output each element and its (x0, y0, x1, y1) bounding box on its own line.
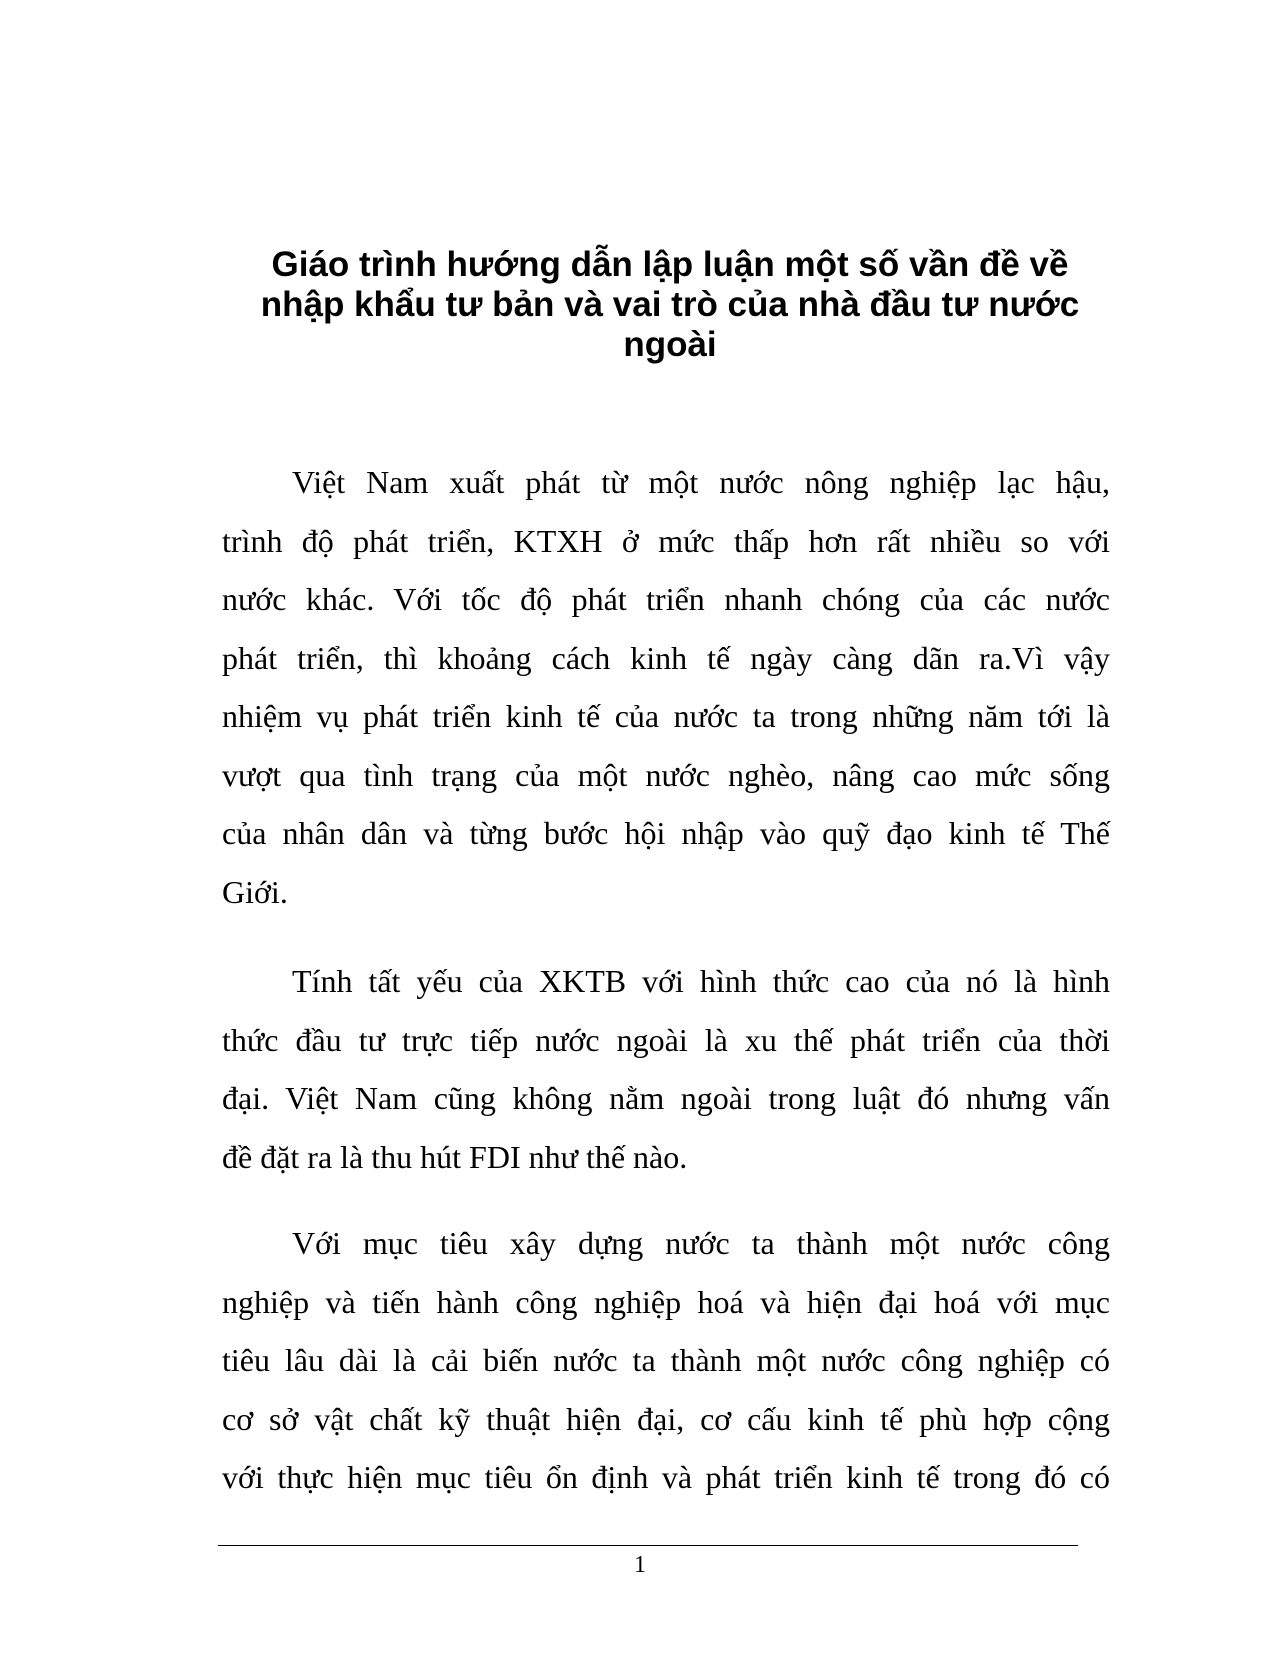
text-line: cơ sở vật chất kỹ thuật hiện đại, cơ cấu kinh tế phù hợp cộng (222, 1400, 1110, 1437)
paragraph-2 (222, 952, 1110, 1186)
text-line: Việt Nam xuất phát từ một nước nông nghiệp lạc hậu, (292, 464, 1110, 500)
text-line: trình độ phát triển, KTXH ở mức thấp hơn rất nhiều so với (222, 522, 1110, 559)
text-line: Tính tất yếu của XKTB với hình thức cao của nó là hình (292, 963, 1110, 999)
text-line: nghiệp và tiến hành công nghiệp hoá và hiện đại hoá với mục (222, 1283, 1110, 1320)
text-line: với thực hiện mục tiêu ổn định và phát triển kinh tế trong đó có (222, 1459, 1110, 1495)
title-line: Giáo trình hướng dẫn lập luận một số vần đề về (271, 245, 1069, 284)
title-line: ngoài (623, 325, 717, 364)
footer-divider (218, 1545, 1078, 1546)
text-line: thức đầu tư trực tiếp nước ngoài là xu thế phát triển của thời (222, 1021, 1110, 1058)
text-line: vượt qua tình trạng của một nước nghèo, nâng cao mức sống (222, 756, 1110, 793)
text-line: Với mục tiêu xây dựng nước ta thành một nước công (292, 1225, 1110, 1261)
paragraph-1 (222, 453, 1110, 921)
text-line: của nhân dân và từng bước hội nhập vào quỹ đạo kinh tế Thế (222, 815, 1110, 851)
text-line: phát triển, thì khoảng cách kinh tế ngày càng dãn ra.Vì vậy (222, 639, 1110, 676)
text-line: tiêu lâu dài là cải biến nước ta thành một nước công nghiệp có (222, 1342, 1110, 1378)
text-line: Giới. (222, 873, 288, 910)
text-line: đề đặt ra là thu hút FDI như thế nào. (222, 1138, 688, 1175)
text-line: nhiệm vụ phát triển kinh tế của nước ta trong những năm tới là (222, 698, 1110, 734)
text-line: đại. Việt Nam cũng không nằm ngoài trong luật đó nhưng vấn (222, 1080, 1110, 1116)
page-number: 1 (634, 1552, 646, 1578)
document-title (220, 245, 1120, 365)
paragraph-3 (222, 1214, 1110, 1507)
text-line: nước khác. Với tốc độ phát triển nhanh chóng của các nước (222, 581, 1110, 617)
title-line: nhập khẩu tư bản và vai trò của nhà đầu tư nước (260, 285, 1080, 324)
